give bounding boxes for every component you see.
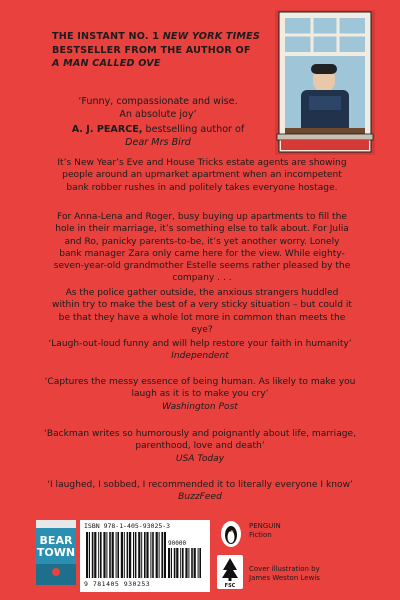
- book-cover-icon: [36, 520, 76, 585]
- publisher-category: Fiction: [249, 531, 272, 539]
- isbn-number: 9 781405 930253: [84, 580, 151, 588]
- review: [40, 376, 360, 413]
- addon-barcode-icon: [168, 548, 202, 578]
- fsc-tree-icon: [217, 555, 243, 589]
- blurb-author-name: A. J. PEARCE,: [71, 124, 143, 135]
- blurb-author-book: Dear Mrs Bird: [125, 137, 191, 148]
- svg-text:FSC: FSC: [224, 583, 236, 589]
- review-source: BuzzFeed: [178, 492, 222, 503]
- window-robber-icon: [275, 10, 375, 155]
- fsc-logo: [217, 555, 243, 589]
- featured-blurb: [38, 95, 278, 149]
- review: [40, 338, 360, 363]
- minibook-title-2: TOWN: [36, 546, 76, 559]
- publisher-name: PENGUIN: [249, 522, 281, 530]
- publisher-info: [249, 522, 281, 540]
- credit-line2: James Weston Lewis: [249, 574, 320, 582]
- synopsis-paragraph: As the police gather outside, the anxious strangers huddled within try to make the best of a very sticky situation – but could it be that they have a whole lot more in common than meets the eye?: [52, 288, 352, 335]
- headline-line1: THE INSTANT NO. 1: [52, 31, 163, 42]
- headline: [52, 30, 272, 71]
- minibook-title-1: BEAR: [39, 534, 73, 547]
- synopsis-paragraph: For Anna-Lena and Roger, busy buying up apartments to fill the hole in their marriage, it’s something else to talk about. For Julia and Ro, panicky parents-to-be, it’s yet another worry. Lonely bank manager Zara only came here for the view. While eighty-seven-year-old grandmother Estelle seems rather pleased by the company . . .: [53, 212, 351, 284]
- review: [40, 479, 360, 504]
- review-quote: ‘Backman writes so humorously and poignantly about life, marriage, parenthood, love and death’: [43, 429, 357, 452]
- blurb-author-role: bestselling author of: [142, 124, 245, 135]
- review-quote: ‘Captures the messy essence of being human. As likely to make you laugh as it is to make you cry’: [44, 377, 356, 400]
- review-source: Washington Post: [162, 401, 238, 412]
- synopsis-paragraph: It’s New Year’s Eve and House Tricks estate agents are showing people around an upmarket apartment when an incompetent bank robber rushes in and politely takes everyone hostage.: [57, 158, 347, 193]
- blurb-author: [38, 123, 278, 149]
- related-book-cover: [36, 520, 76, 585]
- penguin-icon: [220, 520, 242, 548]
- price-code: 90000: [168, 540, 187, 547]
- window-illustration: [275, 10, 375, 155]
- review-quote: ‘I laughed, I sobbed, I recommended it to literally everyone I know’: [47, 480, 353, 490]
- blurb-quote-2: An absolute joy’: [119, 109, 197, 120]
- review: [40, 428, 360, 465]
- barcode-panel: [80, 520, 210, 592]
- headline-book: A MAN CALLED OVE: [52, 58, 161, 69]
- blurb-quote-1: ‘Funny, compassionate and wise.: [78, 96, 238, 107]
- review-source: Independent: [171, 351, 229, 362]
- review-quote: ‘Laugh-out-loud funny and will help restore your faith in humanity’: [48, 339, 352, 349]
- penguin-logo: [220, 520, 242, 548]
- isbn-label: ISBN 978-1-405-93025-3: [84, 522, 171, 530]
- barcode-icon: [86, 532, 166, 578]
- headline-nyt: NEW YORK TIMES: [162, 31, 261, 42]
- headline-line2: BESTSELLER FROM THE AUTHOR OF: [52, 44, 251, 56]
- review-source: USA Today: [175, 453, 225, 464]
- credit-line1: Cover illustration by: [249, 565, 320, 573]
- cover-credit: [249, 565, 359, 583]
